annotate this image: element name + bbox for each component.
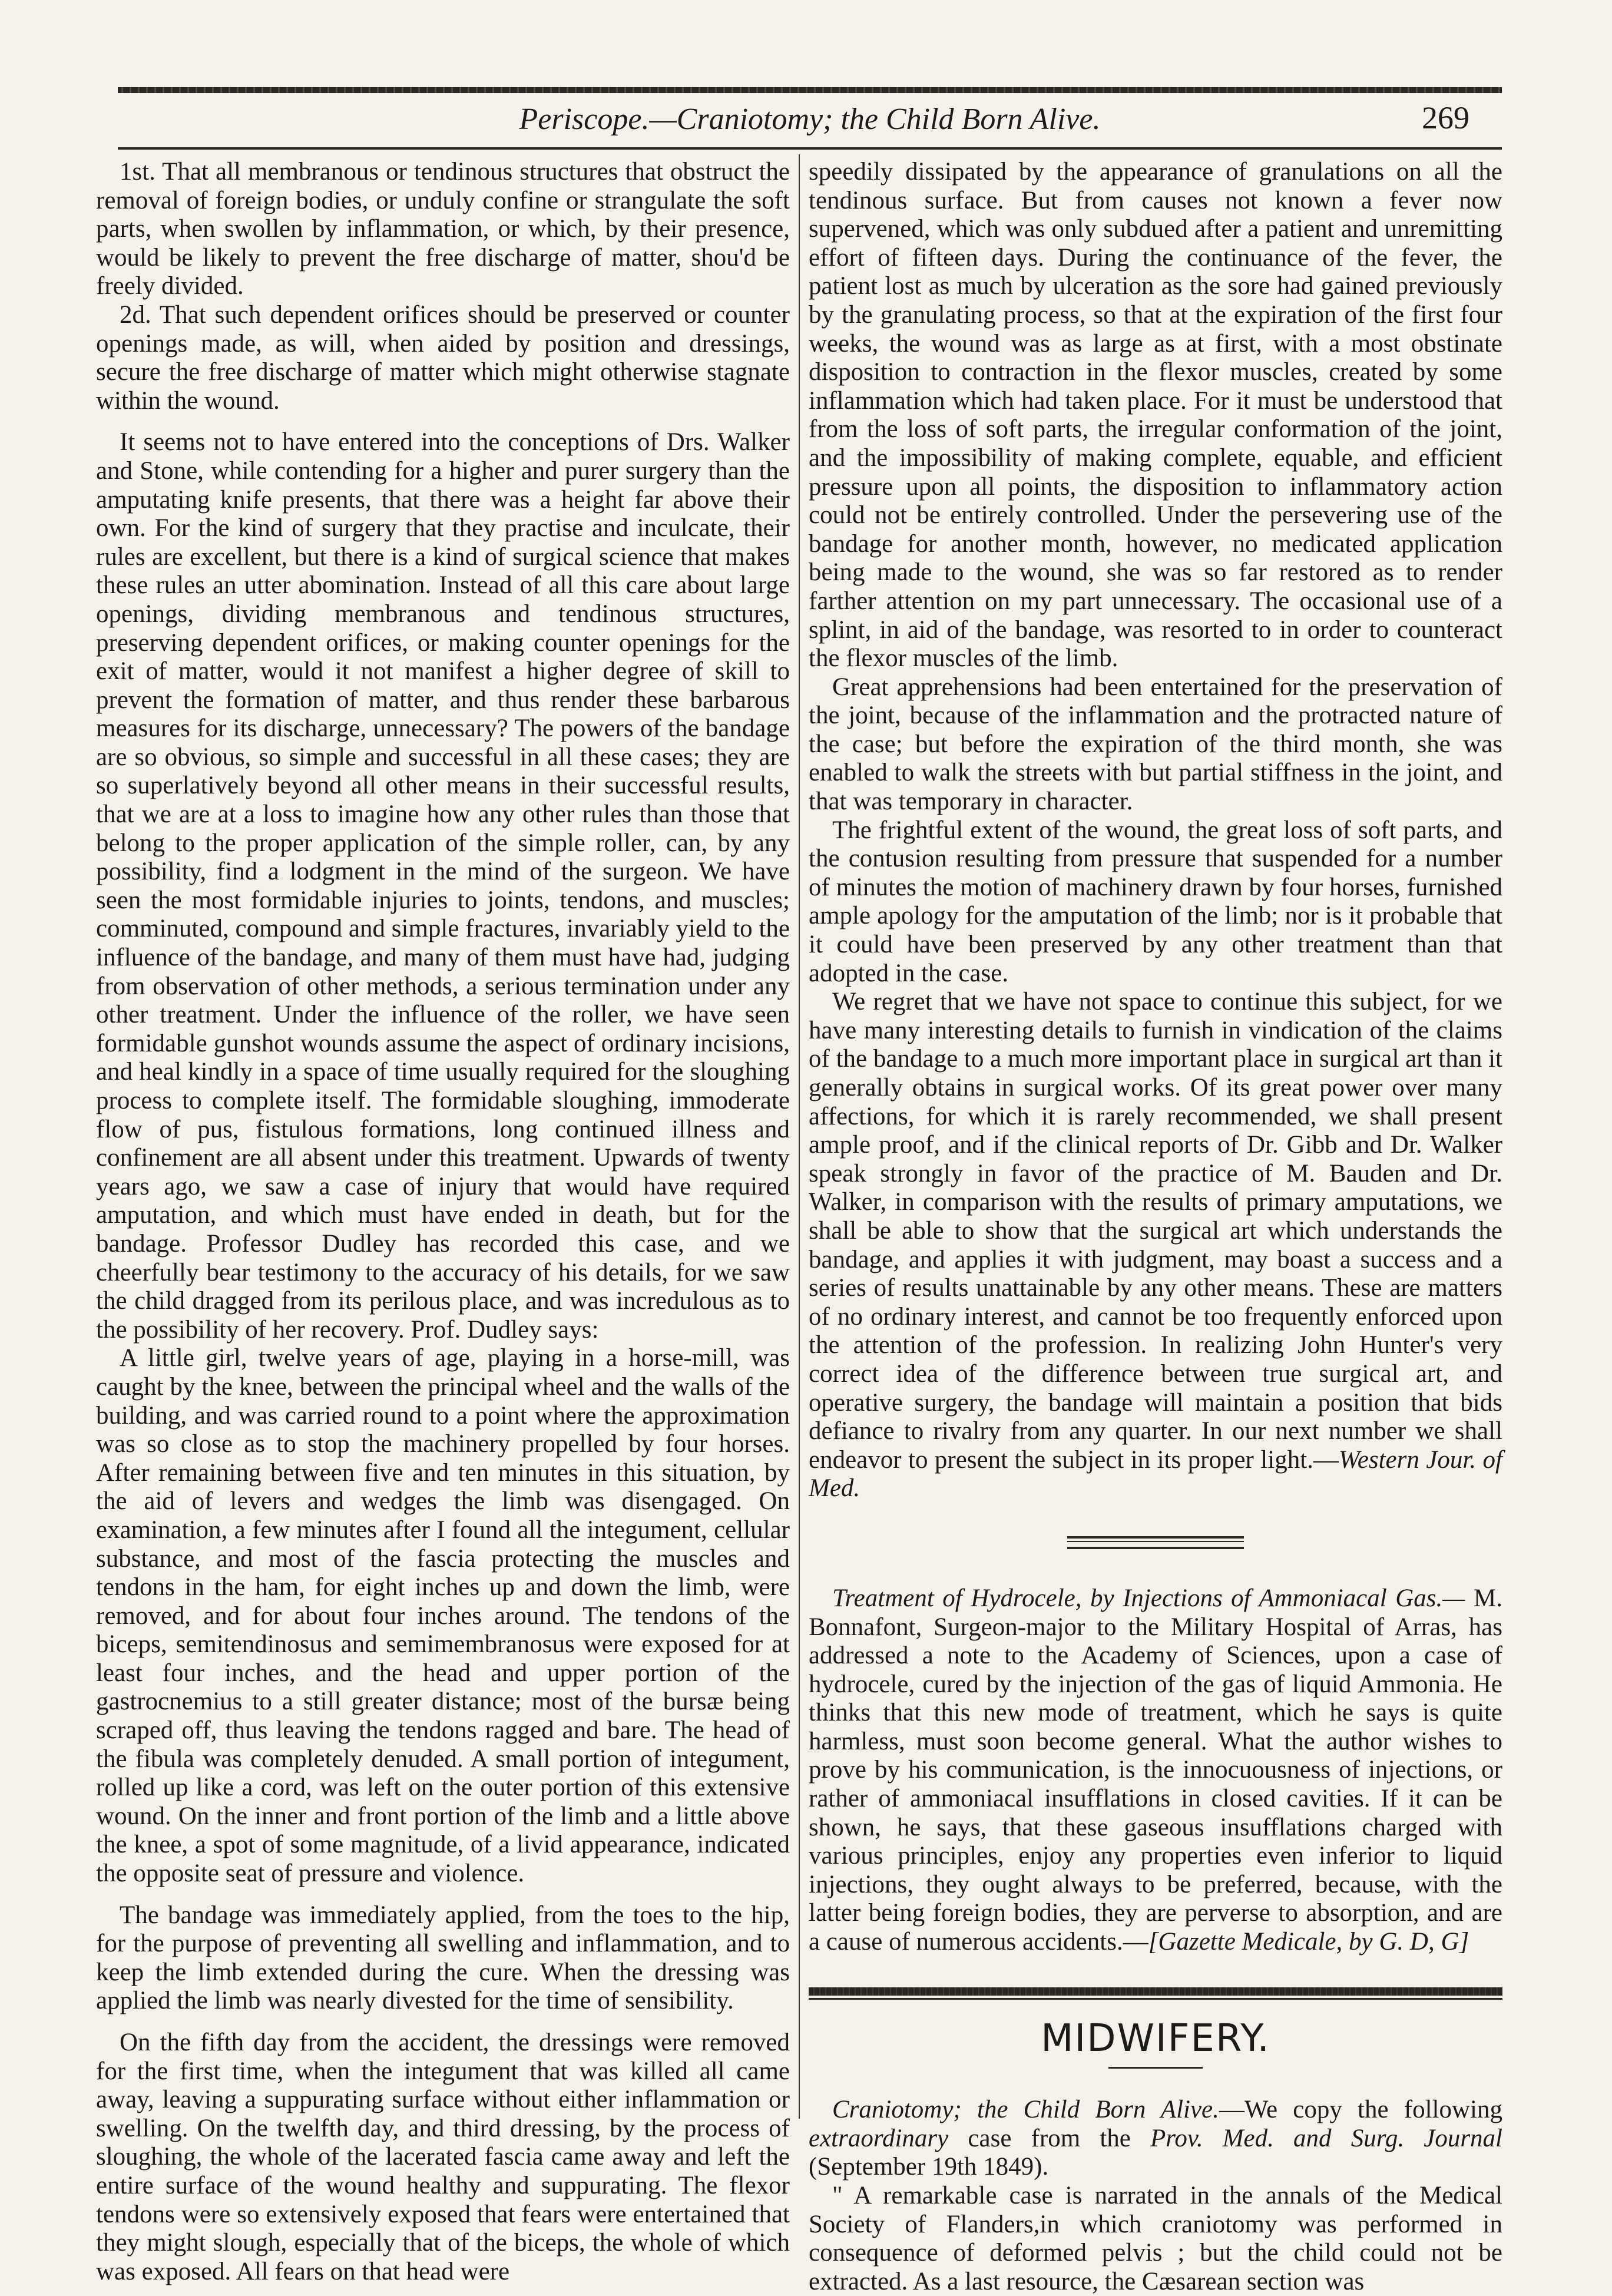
paragraph-bandage-argument: It seems not to have entered into the conceptions of Drs. Walker and Stone, while contending for a higher and purer surgery than the amputating knife presents, that there was a height far above their own. For the kind of surgery that they practise and inculcate, their rules are excellent, but there is a kind of surgical science that makes these rules an utter abomination. Instead of all this care about large openings, dividing membranous and tendinous structures, preserving dependent orifices, or making counter openings for the exit of matter, would it not manifest a higher degree of skill to prevent the formation of matter, and thus render these barbarous measures for its discharge, unnecessary? The powers of the bandage are so obvious, so simple and successful in all these cases; they are so superlatively beyond all other means in their successful results, that we are at a loss to imagine how any other rules than those that belong to the proper application of the simple roller, can, by any possibility, find a lodgment in the mind of the surgeon. We have seen the most formidable injuries to joints, tendons, and muscles; comminuted, compound and simple fractures, invariably yield to the influence of the bandage, and many of them must have had, judging from observation of other methods, a serious termination under any other treatment. Under the influence of the roller, we have seen formidable gunshot wounds assume the aspect of ordinary incisions, and heal kindly in a space of time usually required for the sloughing process to complete itself. The formidable sloughing, immoderate flow of pus, fistulous formations, long continued illness and confinement are all absent under this treatment. Upwards of twenty years ago, we saw a case of injury that would have required amputation, and which must have ended in death, but for the bandage. Professor Dudley has recorded this case, and we cheerfully bear testimony to the accuracy of his details, for we saw the child dragged from its perilous place, and was incredulous as to the possibility of her recovery. Prof. Dudley says:	[96, 428, 790, 1344]
paragraph-apprehensions: Great apprehensions had been entertained for the preservation of the joint, because of the inflammation and the protracted nature of the case; but before the expiration of the third month, she was enabled to walk the streets with but partial stiffness in the joint, and that was temporary in character.	[809, 673, 1502, 816]
hydrocele-body: M. Bonnafont, Surgeon-major to the Military Hospital of Arras, has addressed a note to the Academy of Sciences, upon a case of hydrocele, cured by the injection of the gas of liquid Ammonia. He thinks that this new mode of treatment, which he says is quite harmless, must soon become general. What the author wishes to prove by his communication, is the innocuousness of injections, or rather of ammoniacal insufflations in closed cavities. If it can be shown, he says, that these gaseous insufflations charged with various principles, enjoy any properties even inferior to liquid injections, they ought always to be preferred, because, with the latter being foreign bodies, they are perverse to absorption, and are a cause of numerous accidents.—	[809, 1584, 1502, 1956]
craniotomy-extra: extraordinary	[809, 2124, 949, 2152]
craniotomy-journal: Prov. Med. and Surg. Journal	[1150, 2124, 1503, 2152]
craniotomy-lead: —We copy the following	[1219, 2096, 1502, 2124]
hydrocele-title: Treatment of Hydrocele, by Injections of Ammoniacal Gas.—	[832, 1584, 1465, 1612]
paragraph-quote: " A remarkable case is narrated in the annals of the Medical Society of Flanders,in which craniotomy was performed in consequence of deformed pelvis ; but the child could not be extracted. As a last resource, the Cæsarean section was	[809, 2182, 1502, 2295]
craniotomy-title: Craniotomy; the Child Born Alive.	[832, 2096, 1219, 2124]
page-number: 269	[1422, 100, 1469, 135]
paragraph-frightful-extent: The frightful extent of the wound, the great loss of soft parts, and the contusion resulting from pressure that suspended for a number of minutes the motion of machinery drawn by four horses, furnished ample apology for the amputation of the limb; nor is it probable that it could have been preserved by any other treatment than that adopted in the case.	[809, 816, 1502, 987]
paragraph-regret	[809, 988, 1502, 1503]
paragraph-continuation: speedily dissipated by the appearance of granulations on all the tendinous surface. But from causes not known a fever now supervened, which was only subdued after a patient and unremitting effort of fifteen days. During the continuance of the fever, the patient lost as much by ulceration as the sore had gained previously by the granulating process, so that at the expiration of the first four weeks, the wound was as large as at first, with a most obstinate disposition to contraction in the flexor muscles, created by some inflammation which had taken place. For it must be understood that from the loss of soft parts, the irregular conformation of the joint, and the impossibility of making complete, equable, and efficient pressure upon all points, the disposition to inflammatory action could not be entirely controlled. Under the persevering use of the bandage for another month, however, no medicated application being made to the wound, she was so far restored as to render farther attention on my part unnecessary. The occasional use of a splint, in aid of the bandage, was resorted to in order to counteract the flexor muscles of the limb.	[809, 158, 1502, 673]
section-heavy-rule	[809, 1987, 1502, 1996]
paragraph-rule-2: 2d. That such dependent orifices should be preserved or counter openings made, as will, when aided by position and dressings, secure the free discharge of matter which might otherwise stagnate within the wound.	[96, 300, 790, 415]
craniotomy-date: (September 19th 1849).	[809, 2153, 1049, 2181]
hydrocele-source: [Gazette Medicale, by G. D, G]	[1148, 1928, 1469, 1956]
running-header	[118, 97, 1502, 144]
running-title: Periscope.—Craniotomy; the Child Born Alive.	[519, 102, 1101, 136]
paragraph-bandage-applied: The bandage was immediately applied, from the toes to the hip, for the purpose of preventing all swelling and inflammation, and to keep the limb extended during the cure. When the dressing was applied the limb was nearly divested for the time of sensibility.	[96, 1901, 790, 2015]
paragraph-case-description: A little girl, twelve years of age, playing in a horse-mill, was caught by the knee, between the principal wheel and the walls of the building, and was carried round to a point where the approximation was so close as to stop the machinery propelled by four horses. After remaining between five and ten minutes in this situation, by the aid of levers and wedges the limb was disengaged. On examination, a few minutes after I found all the integument, cellular substance, and most of the fascia protecting the muscles and tendons in the ham, for eight inches up and down the limb, were removed, and for about four inches around. The tendons of the biceps, semitendinosus and semimembranosus were exposed for at least four inches, and the head and upper portion of the gastrocnemius to a still greater distance; most of the bursæ being scraped off, thus leaving the tendons ragged and bare. The head of the fibula was completely denuded. A small portion of integument, rolled up like a cord, was left on the outer portion of this extensive wound. On the inner and front portion of the limb and a little above the knee, a spot of some magnitude, of a livid appearance, indicated the opposite seat of pressure and violence.	[96, 1344, 790, 1888]
heading-underline	[1108, 2067, 1203, 2069]
right-column	[809, 158, 1503, 2295]
paragraph-rule-1: 1st. That all membranous or tendinous structures that obstruct the removal of foreign bodies, or unduly confine or strangulate the soft parts, when swollen by inflammation, or which, by their presence, would be likely to prevent the free discharge of matter, shou'd be freely divided.	[96, 158, 790, 300]
column-divider	[799, 154, 800, 2119]
regret-text: We regret that we have not space to continue this subject, for we have many interesting details to furnish in vindication of the claims of the bandage to a much more important place in surgical art than it generally obtains in surgical works. Of its great power over many affections, for which it is rarely recommended, we shall present ample proof, and if the clinical reports of Dr. Gibb and Dr. Walker speak strongly in favor of the practice of M. Bauden and Dr. Walker, in comparison with the results of primary amputations, we shall be able to show that the surgical art which understands the bandage, and applies it with judgment, may boast a success and a series of results unattainable by any other means. These are matters of no ordinary interest, and cannot be too frequently enforced upon the attention of the profession. In realizing John Hunter's very correct idea of the difference between true surgical art, and operative surgery, the bandage will maintain a position that bids defiance to rivalry from any quarter. In our next number we shall endeavor to present the subject in its proper light.—	[809, 988, 1502, 1474]
top-border-rule	[118, 87, 1502, 93]
paragraph-fifth-day: On the fifth day from the accident, the dressings were removed for the first time, when the integument that was killed all came away, leaving a suppurating surface without either inflammation or swelling. On the twelfth day, and third dressing, by the process of sloughing, the whole of the lacerated fascia came away and left the entire surface of the wound healthy and suppurating. The flexor tendons were so extensively exposed that fears were entertained that they might slough, especially that of the biceps, the whole of which was exposed. All fears on that head were	[96, 2029, 790, 2285]
regret-source: Western Jour. of Med.	[809, 1445, 1502, 1503]
header-rule	[118, 147, 1502, 150]
craniotomy-mid: case from the	[948, 2124, 1151, 2152]
left-column	[96, 158, 790, 2285]
section-heading-midwifery: MIDWIFERY.	[1041, 2016, 1270, 2060]
paragraph-craniotomy	[809, 2096, 1502, 2182]
article-separator	[1067, 1536, 1244, 1549]
section-thin-rule	[809, 1998, 1502, 2000]
paragraph-hydrocele	[809, 1584, 1502, 1957]
